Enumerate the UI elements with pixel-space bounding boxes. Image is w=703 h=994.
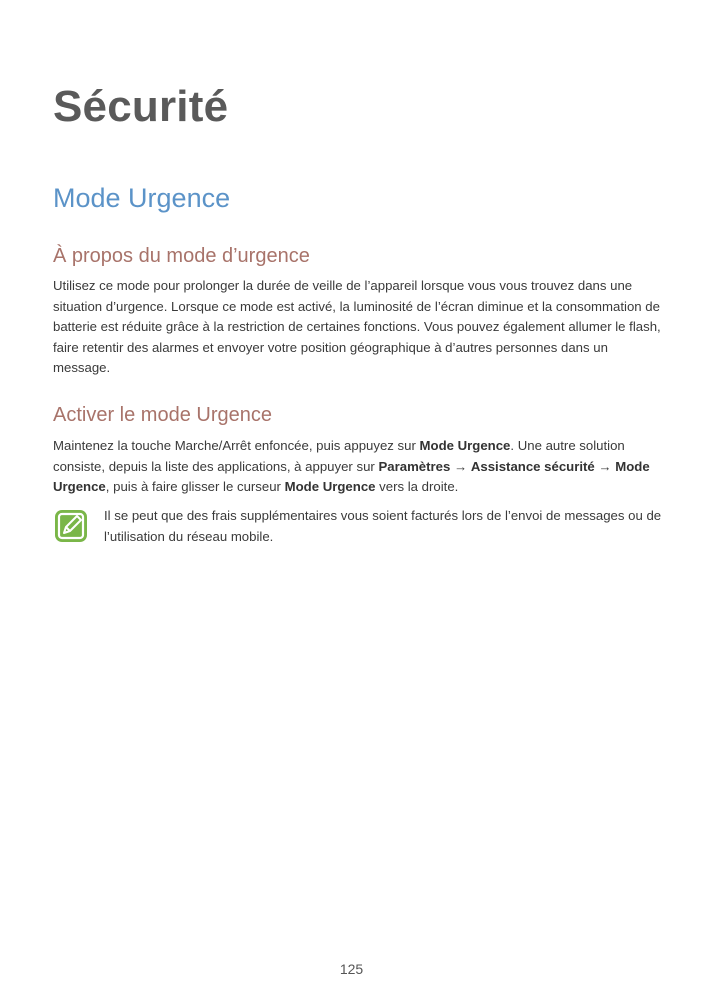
arrow-2: → <box>594 458 616 474</box>
note-text: Il se peut que des frais supplémentaires vous soient facturés lors de l’envoi de messages ou de l’utilisation du réseau mobile. <box>104 508 662 544</box>
activate-bold-mode-urgence-1: Mode Urgence <box>419 438 511 453</box>
activate-text-1: Maintenez la touche Marche/Arrêt enfoncée, puis appuyez sur <box>53 438 420 453</box>
activate-bold-parametres: Paramètres <box>378 458 451 474</box>
activate-text-3: , puis à faire glisser le curseur <box>105 479 285 494</box>
note-icon <box>53 508 89 544</box>
section-title: Mode Urgence <box>53 183 231 213</box>
activate-text-4: vers la droite. <box>375 479 459 494</box>
arrow-1: → <box>450 458 471 474</box>
activate-text-2: . Une autre solution consiste, depuis la liste des applications, à appuyer sur <box>53 438 625 474</box>
activate-paragraph <box>53 436 663 498</box>
activate-bold-assistance: Assistance sécurité <box>470 458 595 474</box>
activate-bold-mode-urgence-3: Mode Urgence <box>284 479 376 494</box>
page-title: Sécurité <box>53 82 229 131</box>
about-paragraph: Utilisez ce mode pour prolonger la durée de veille de l’appareil lorsque vous vous trouvez dans une situation d’urgence. Lorsque ce mode est activé, la luminosité de l’écran diminue et la consommation de batterie est réduite grâce à la restriction de certaines fonctions. Vous pouvez également allumer le flash, faire retentir des alarmes et envoyer votre position géographique à d’autres personnes dans un message. <box>53 278 661 375</box>
page-number: 125 <box>339 961 364 977</box>
about-heading: À propos du mode d’urgence <box>53 245 310 267</box>
activate-bold-mode-urgence-2: Mode Urgence <box>53 458 650 494</box>
activate-heading: Activer le mode Urgence <box>53 404 272 426</box>
